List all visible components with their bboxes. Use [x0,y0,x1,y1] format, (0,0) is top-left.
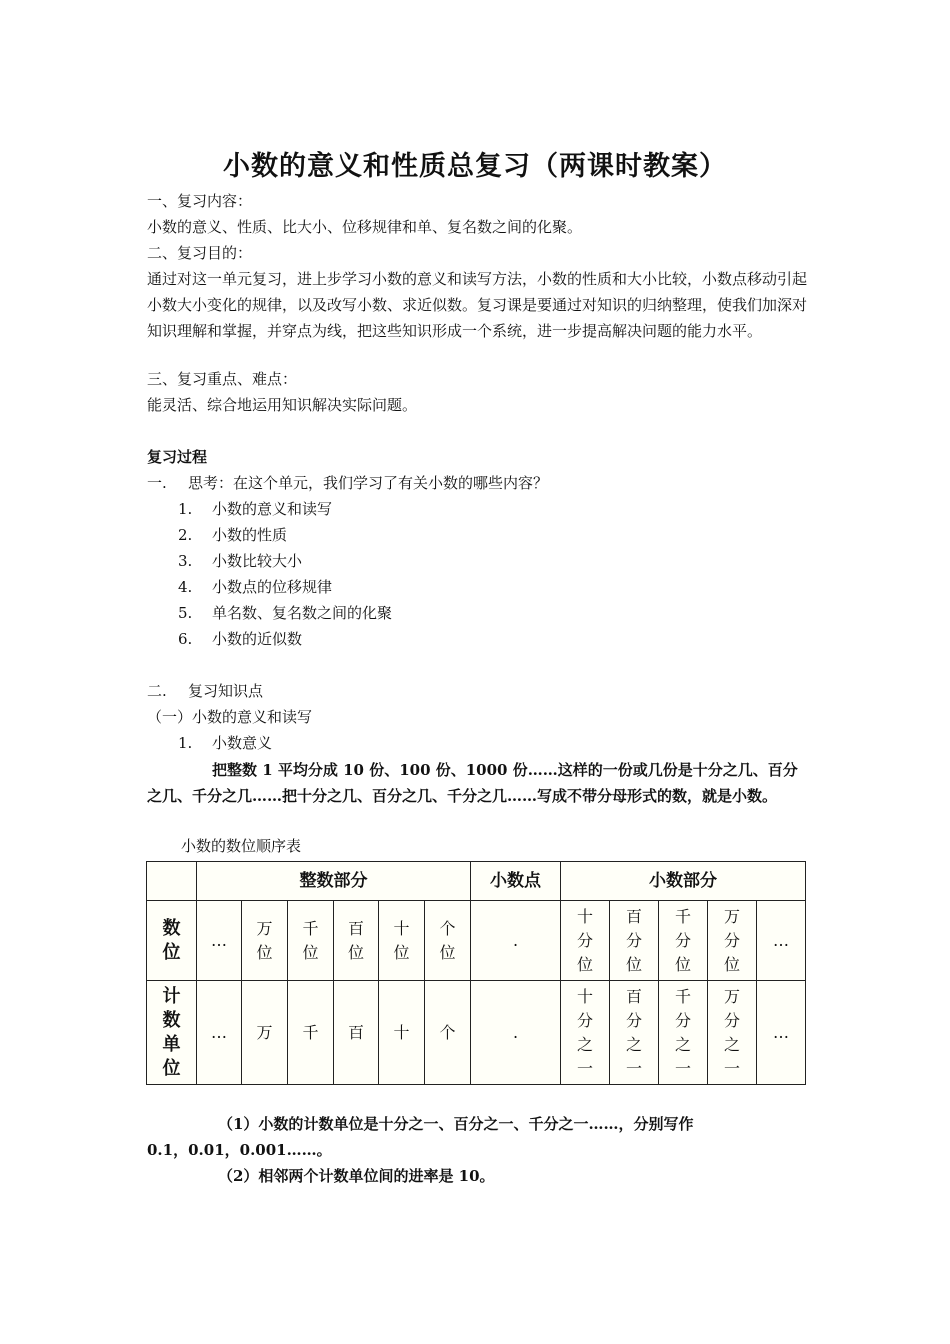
decimal-part-header: 小数部分 [561,862,806,901]
note-1-line-1: （1）小数的计数单位是十分之一、百分之一、千分之一……，分别写作 [218,1115,694,1133]
unit-cell: 十 [379,981,425,1085]
place-cell: 个位 [425,901,471,981]
unit-cell: 十分之一 [561,981,610,1085]
integer-part-header: 整数部分 [197,862,471,901]
table-caption: 小数的数位顺序表 [181,837,302,855]
place-cell: 百位 [334,901,379,981]
list-item: 1. 小数的意义和读写 [178,500,333,518]
place-cell: 万分位 [708,901,757,981]
table-header-row [147,862,806,901]
point-cell: . [471,981,561,1085]
place-cell: 百分位 [610,901,659,981]
place-cell: 千位 [288,901,334,981]
document-title: 小数的意义和性质总复习（两课时教案） [223,151,727,182]
review-number: 二. [147,682,167,700]
list-item: 6. 小数的近似数 [178,630,303,648]
row-head-units: 计数单位 [147,981,197,1085]
key-text: 能灵活、综合地运用知识解决实际问题。 [147,396,418,414]
list-item: 2. 小数的性质 [178,526,288,544]
row-head-places: 数位 [147,901,197,981]
table-row [147,901,806,981]
place-value-table [146,861,806,1085]
goal-heading: 二、复习目的： [147,244,253,262]
ellipsis-cell: … [197,981,242,1085]
goal-text: 通过对这一单元复习，进上步学习小数的意义和读写方法，小数的性质和大小比较，小数点移动引起小数大小变化的规律，以及改写小数、求近似数。复习课是要通过对知识的归纳整理，使我们加深对知识理解和掌握，并穿点为线，把这些知识形成一个系统，进一步提高解决问题的能力水平。 [147,270,808,340]
sub-heading: （一）小数的意义和读写 [147,708,313,726]
note-2: （2）相邻两个计数单位间的进率是 10。 [218,1167,495,1185]
content-text: 小数的意义、性质、比大小、位移规律和单、复名数之间的化聚。 [147,218,583,236]
note-1-line-2: 0.1，0.01，0.001……。 [147,1141,332,1159]
list-item: 4. 小数点的位移规律 [178,578,333,596]
meaning-item: 1. 小数意义 [178,734,273,752]
ellipsis-cell: … [197,901,242,981]
think-text: 思考：在这个单元，我们学习了有关小数的哪些内容？ [188,474,549,492]
think-line [147,470,548,496]
place-cell: 十分位 [561,901,610,981]
unit-cell: 千 [288,981,334,1085]
unit-cell: 千分之一 [659,981,708,1085]
definition-line-1: 把整数 1 平均分成 10 份、100 份、1000 份……这样的一份或几份是十分之几、百分 [212,761,798,779]
definition-line-2: 之几、千分之几……把十分之几、百分之几、千分之几……写成不带分母形式的数，就是小数。 [147,787,778,805]
review-text: 复习知识点 [188,682,264,700]
unit-cell: 百 [334,981,379,1085]
place-cell: 千分位 [659,901,708,981]
unit-cell: 万 [242,981,288,1085]
table-row [147,981,806,1085]
decimal-point-header: 小数点 [471,862,561,901]
content-heading: 一、复习内容： [147,192,253,210]
unit-cell: 万分之一 [708,981,757,1085]
unit-cell: 个 [425,981,471,1085]
place-cell: 十位 [379,901,425,981]
list-item: 5. 单名数、复名数之间的化聚 [178,604,393,622]
point-cell: . [471,901,561,981]
process-heading: 复习过程 [147,448,208,466]
list-item: 3. 小数比较大小 [178,552,303,570]
think-number: 一. [147,474,167,492]
ellipsis-cell: … [757,901,806,981]
table-corner-cell [147,862,197,901]
key-heading: 三、复习重点、难点： [147,370,298,388]
review-line [147,678,263,704]
unit-cell: 百分之一 [610,981,659,1085]
place-cell: 万位 [242,901,288,981]
ellipsis-cell: … [757,981,806,1085]
